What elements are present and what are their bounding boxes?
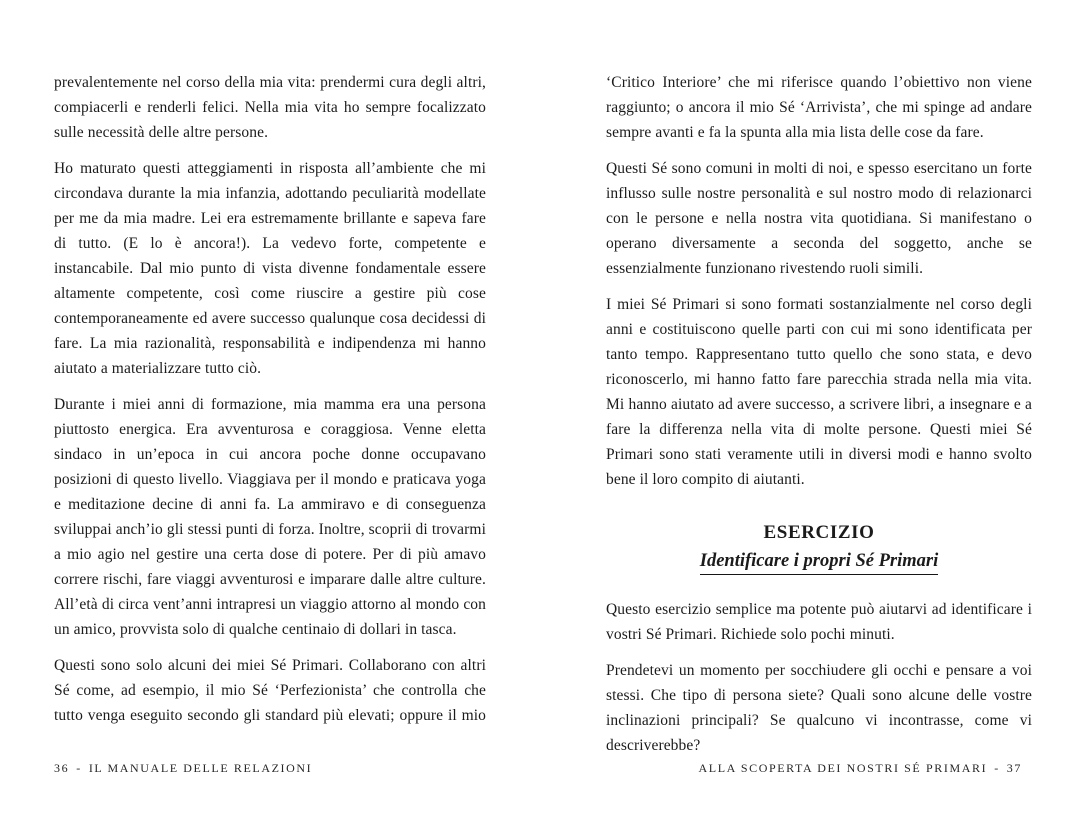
paragraph: Durante i miei anni di formazione, mia mamma era una persona piuttosto energica. Era avventurosa e coraggiosa. Venne eletta sindaco in un’epoca in cui ancora poche donne occupavano posizioni di questo livello. Viaggiava per il mondo e praticava yoga e meditazione decine di anni fa. La ammiravo e di conseguenza sviluppai anch’io gli stessi punti di forza. Inoltre, scoprii di trovarmi a mio agio nel gestire una certa dose di potere. Per di più amavo correre rischi, fare viaggi avventurosi e imparare dalle altre culture. All’età di circa vent’anni intrapresi un viaggio attorno al mondo con un amico, provvista solo di qualche centinaio di dollari in tasca.: [54, 396, 486, 638]
right-page-number: 37: [1006, 761, 1022, 775]
paragraph: Questo esercizio semplice ma potente può aiutarvi ad identificare i vostri Sé Primari. Richiede solo pochi minuti.: [606, 601, 1032, 643]
footer-separator: -: [994, 761, 1000, 775]
book-title: IL MANUALE DELLE RELAZIONI: [88, 761, 313, 775]
left-page-text-column: [54, 70, 486, 739]
left-page-number: 36: [54, 761, 70, 775]
paragraph: I miei Sé Primari si sono formati sostanzialmente nel corso degli anni e costituiscono quelle parti con cui mi sono identificata per tanto tempo. Rappresentano tutto quello che sono stata, e devo riconoscerlo, mi hanno fatto fare parecchia strada nella mia vita. Mi hanno aiutato ad avere successo, a scrivere libri, a insegnare e a fare la differenza nella vita di molte persone. Questi miei Sé Primari sono stati veramente utili in diversi modi e hanno svolto bene il loro compito di aiutanti.: [606, 296, 1032, 488]
left-page-footer: [54, 761, 312, 776]
exercise-subtitle-text: Identificare i propri Sé Primari: [700, 551, 938, 575]
exercise-subtitle: [606, 551, 1032, 575]
right-page-footer: [699, 761, 1023, 776]
paragraph: Questi sono solo alcuni dei miei Sé Primari. Collaborano con altri Sé come, ad esempio, il mio Sé ‘Perfezionista’ che controlla che tutto venga eseguito secondo gli standard più elevati; oppure il mio: [54, 657, 486, 724]
paragraph: prevalentemente nel corso della mia vita: prendermi cura degli altri, compiacerli e renderli felici. Nella mia vita ho sempre focalizzato sulle necessità delle altre persone.: [54, 74, 486, 141]
right-page-text-column: [606, 70, 1032, 769]
paragraph: Prendetevi un momento per socchiudere gli occhi e pensare a voi stessi. Che tipo di persona siete? Quali sono alcune delle vostre inclinazioni principali? Se qualcuno vi incontrasse, come vi descriverebbe?: [606, 662, 1032, 754]
paragraph: Ho maturato questi atteggiamenti in risposta all’ambiente che mi circondava durante la mia infanzia, adottando peculiarità modellate per me da mia madre. Lei era estremamente brillante e sapeva fare di tutto. (E lo è ancora!). La vedevo forte, competente e instancabile. Dal mio punto di vista divenne fondamentale essere altamente competente, così come riuscire a gestire più cose contemporaneamente ed avere successo qualunque cosa decidessi di fare. La mia razionalità, responsabilità e indipendenza mi hanno aiutato a materializzare tutto ciò.: [54, 160, 486, 377]
paragraph: ‘Critico Interiore’ che mi riferisce quando l’obiettivo non viene raggiunto; o ancora il mio Sé ‘Arrivista’, che mi spinge ad andare sempre avanti e fa la spunta alla mia lista delle cose da fare.: [606, 74, 1032, 141]
chapter-title: ALLA SCOPERTA DEI NOSTRI SÉ PRIMARI: [698, 761, 988, 775]
paragraph: Questi Sé sono comuni in molti di noi, e spesso esercitano un forte influsso sulle nostre personalità e sul nostro modo di relazionarci con le persone e nella nostra vita quotidiana. Si manifestano o operano diversamente a seconda del soggetto, anche se essenzialmente funzionano rivestendo ruoli simili.: [606, 160, 1032, 277]
exercise-section-heading: [606, 522, 1032, 575]
footer-separator: -: [76, 761, 82, 775]
exercise-title: ESERCIZIO: [763, 522, 875, 543]
